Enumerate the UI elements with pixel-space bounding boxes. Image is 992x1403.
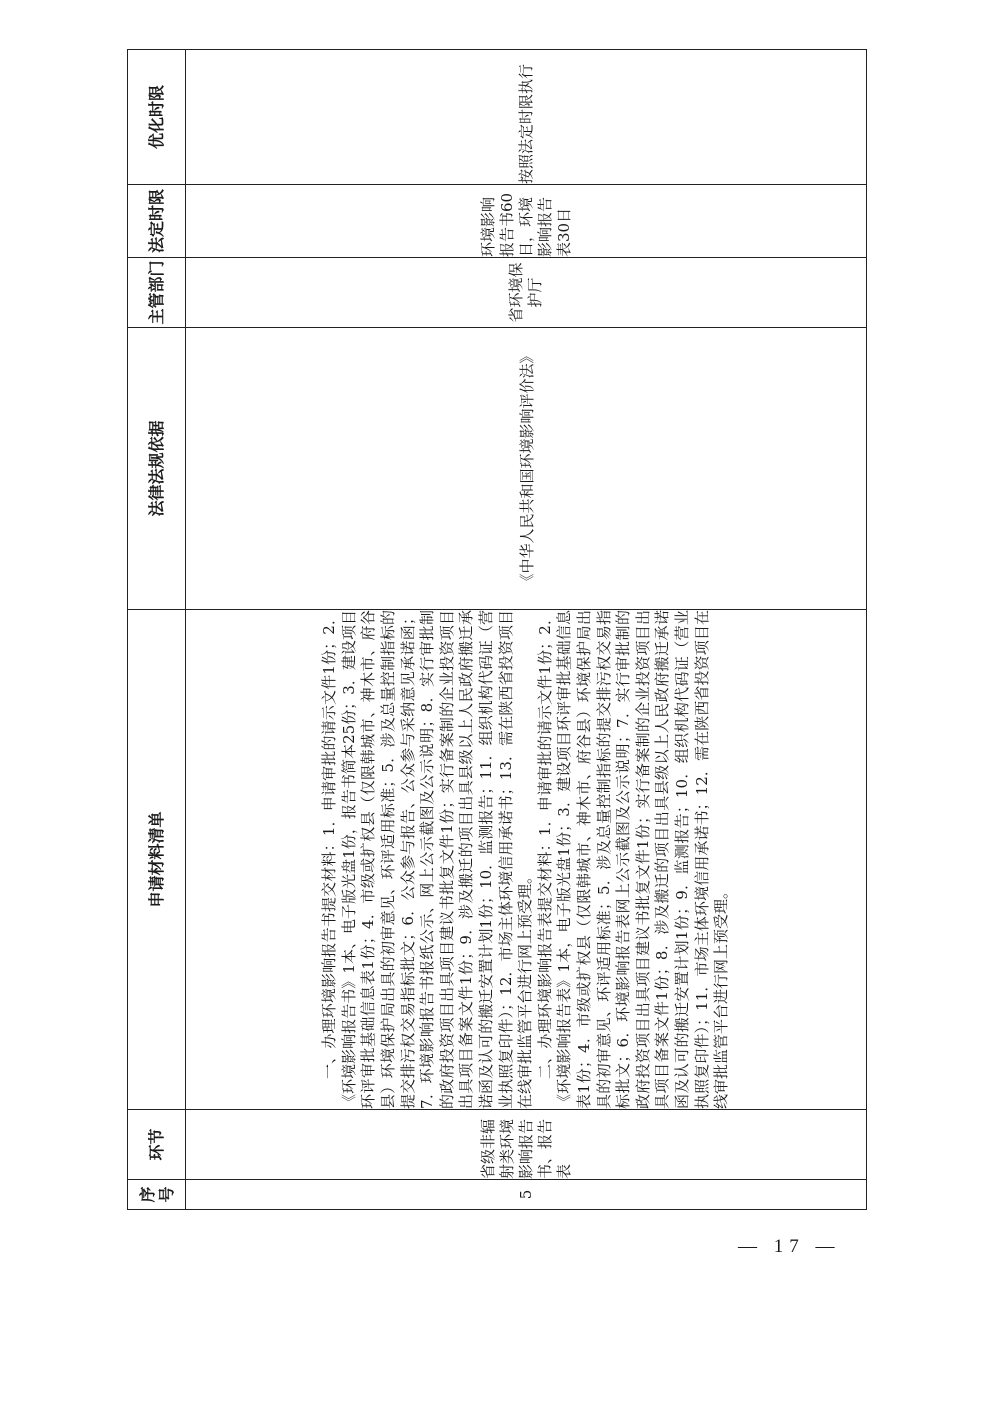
table-row bbox=[186, 50, 867, 1210]
header-materials: 申请材料清单 bbox=[128, 610, 186, 1110]
row-stage: 省级非辐射类环境影响报告书、报告表 bbox=[186, 1110, 867, 1180]
header-optimized: 优化时限 bbox=[128, 50, 186, 185]
row-optimized: 按照法定时限执行 bbox=[186, 50, 867, 185]
page-number: — 17 — bbox=[738, 1236, 841, 1257]
row-limit: 环境影响报告书60日，环境影响报告表30日 bbox=[186, 185, 867, 258]
table-header-row bbox=[128, 50, 186, 1210]
header-seq: 序号 bbox=[128, 1180, 186, 1210]
row-seq: 5 bbox=[186, 1180, 867, 1210]
header-law: 法律法规依据 bbox=[128, 328, 186, 610]
header-stage: 环节 bbox=[128, 1110, 186, 1180]
materials-report-book: 一、办理环境影响报告书提交材料：1．申请审批的请示文件1份；2．《环境影响报告书》1本、电子版光盘1份，报告书简本25份；3．建设项目环评审批基础信息表1份；4．市级或扩权县（仅限韩城市、神木市、府谷县）环境保护局出具的初审意见、环评适用标准；5．涉及总量控制指标的提交排污权交易指标批文；6．公众参与报告、公众参与采纳意见承诺函；7．环境影响报告书报纸公示、网上公示截图及公示说明；8．实行审批制的政府投资项目出具项目建议书批复文件1份；实行备案制的企业投资项目出具项目备案文件1份；9．涉及搬迁的项目出具县级以上人民政府搬迁承诺函及认可的搬迁安置计划1份；10．监测报告；11．组织机构代码证（营业执照复印件）；12．市场主体环境信用承诺书；13．需在陕西省投资项目在线审批监管平台进行网上预受理。 bbox=[320, 610, 535, 1109]
row-dept: 省环境保护厅 bbox=[186, 258, 867, 328]
header-limit: 法定时限 bbox=[128, 185, 186, 258]
rotated-table-sheet bbox=[127, 63, 867, 1210]
materials-report-form: 二、办理环境影响报告表提交材料：1．申请审批的请示文件1份；2．《环境影响报告表》1本，电子版光盘1份；3．建设项目环评审批基础信息表1份；4．市级或扩权县（仅限韩城市、神木市、府谷县）环境保护局出具的初审意见、环评适用标准；5．涉及总量控制指标的提交排污权交易指标批文；6．环境影响报告表网上公示截图及公示说明；7．实行审批制的政府投资项目出具项目建议书批复文件1份；实行备案制的企业投资项目出具项目备案文件1份；8．涉及搬迁的项目出具县级以上人民政府搬迁承诺函及认可的搬迁安置计划1份；9．监测报告；10．组织机构代码证（营业执照复印件）；11．市场主体环境信用承诺书；12．需在陕西省投资项目在线审批监管平台进行网上预受理。 bbox=[535, 610, 731, 1109]
header-dept: 主管部门 bbox=[128, 258, 186, 328]
row-law: 《中华人民共和国环境影响评价法》 bbox=[186, 328, 867, 610]
approval-table bbox=[127, 49, 867, 1210]
row-materials bbox=[186, 610, 867, 1110]
